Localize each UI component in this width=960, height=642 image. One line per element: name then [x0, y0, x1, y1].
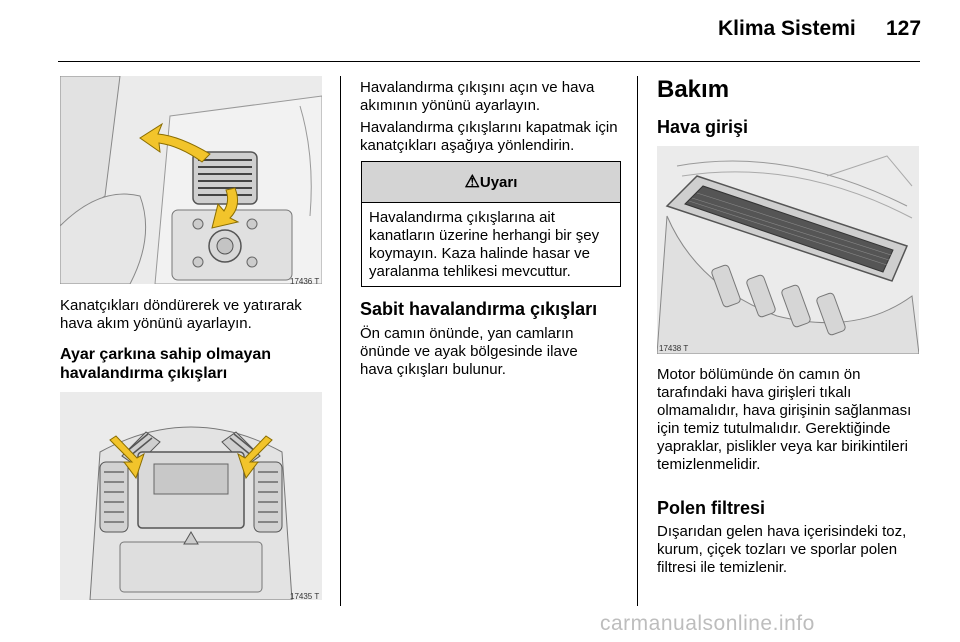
figure-number-2: 17435 T — [290, 592, 320, 601]
header-rule — [58, 61, 920, 62]
left-heading: Ayar çarkına sahip olmayan havalandırma çıkışları — [60, 346, 272, 382]
middle-paragraph-3: Ön camın önünde, yan camların önünde ve ayak bölgesinde ilave hava çıkışları bulunur. — [360, 325, 578, 378]
figure-number-1: 17436 T — [290, 277, 320, 286]
warning-text: Havalandırma çıkışlarına ait kanatların üzerine herhangi bir şey koymayın. Kaza halinde hasar ve yaralanma tehlikesi mevcuttur. — [369, 209, 600, 280]
middle-paragraph-1: Havalandırma çıkışını açın ve hava akımının yönünü ayarlayın. — [360, 79, 595, 114]
sub-heading-air-inlet: Hava girişi — [657, 117, 749, 137]
dashboard-vent-illustration — [60, 76, 322, 284]
figure-number-3: 17438 T — [659, 344, 689, 353]
column-divider-right — [637, 76, 638, 606]
right-paragraph-1: Motor bölümünde ön camın ön tarafındaki hava girişleri tıkalı olmamalıdır, hava girişinin sağlanması için temiz tutulmalıdır. Gerektiğinde yapraklar, pislikler veya kar birikintileri temizlenmelidir. — [657, 366, 912, 473]
middle-section-heading: Sabit havalandırma çıkışları — [360, 299, 598, 319]
watermark: carmanualsonline.info — [600, 612, 815, 635]
warning-box — [361, 161, 621, 287]
warning-triangle-icon: ⚠ — [464, 172, 480, 191]
left-paragraph-1: Kanatçıkları döndürerek ve yatırarak hava akım yönünü ayarlayın. — [60, 297, 302, 332]
middle-paragraph-2: Havalandırma çıkışlarını kapatmak için kanatçıkları aşağıya yönlendirin. — [360, 119, 618, 154]
warning-title: Uyarı — [479, 174, 518, 191]
right-paragraph-2: Dışarıdan gelen hava içerisindeki toz, kurum, çiçek tozları ve sporlar polen filtresi ile temizlenir. — [657, 523, 907, 576]
air-inlet-illustration — [657, 146, 919, 354]
column-divider-left — [340, 76, 341, 606]
main-heading: Bakım — [657, 76, 730, 103]
running-header-title: Klima Sistemi — [718, 17, 856, 40]
sub-heading-pollen-filter: Polen filtresi — [657, 498, 766, 518]
page-number: 127 — [886, 17, 922, 40]
warning-header — [362, 162, 620, 203]
center-vents-illustration — [60, 392, 322, 600]
